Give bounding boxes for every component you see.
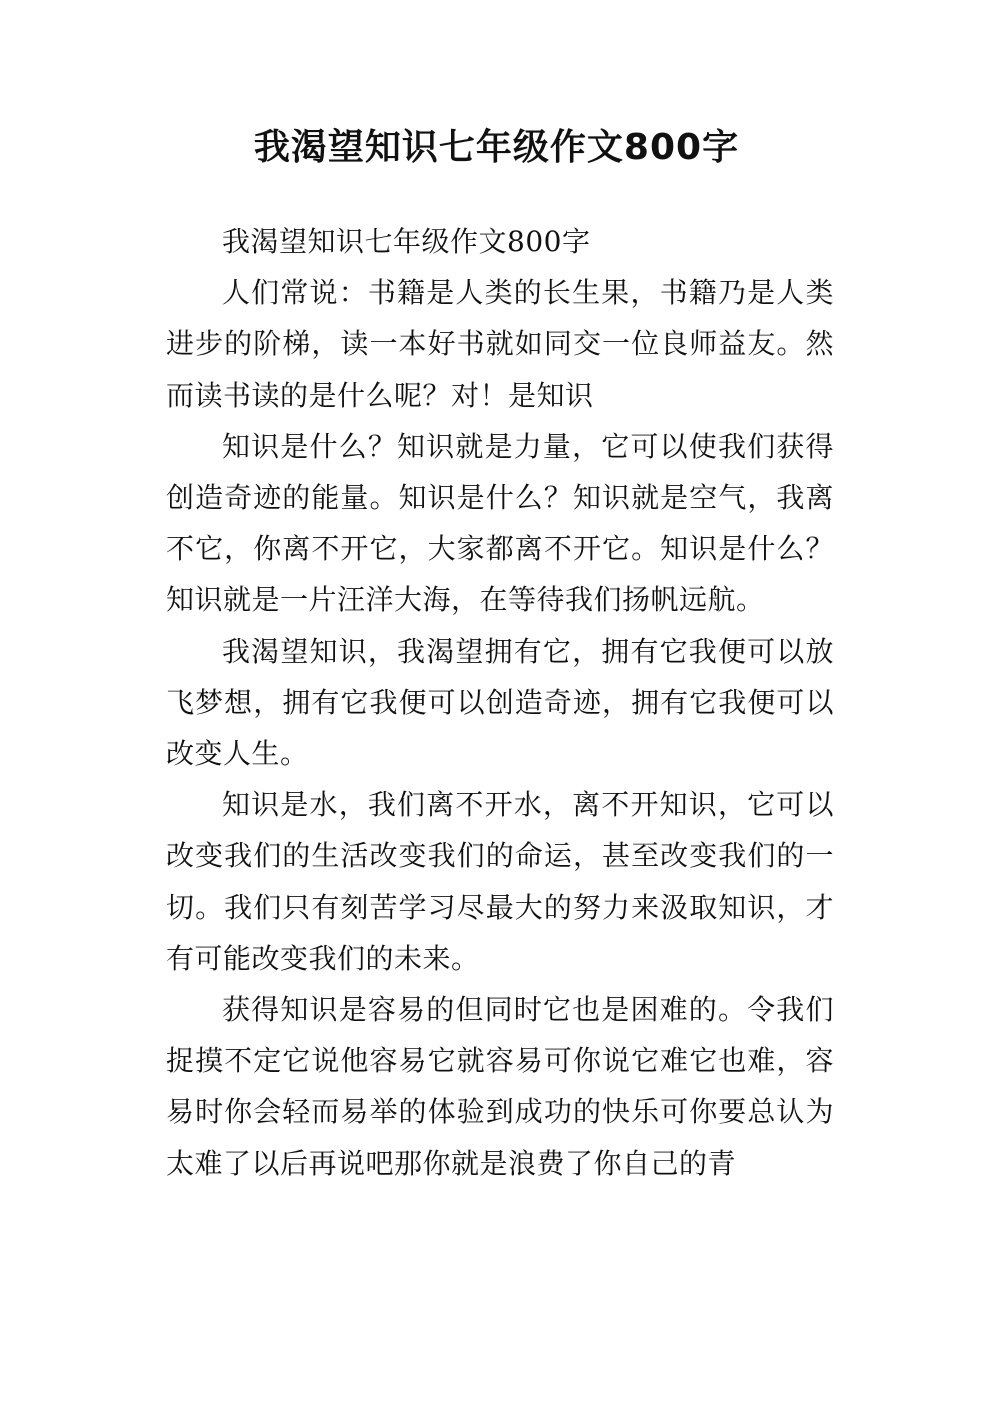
document-body <box>166 216 834 1189</box>
paragraph: 知识是什么？知识就是力量，它可以使我们获得创造奇迹的能量。知识是什么？知识就是空气，我离不它，你离不开它，大家都离不开它。知识是什么？知识就是一片汪洋大海，在等待我们扬帆远航。 <box>166 429 834 617</box>
paragraph: 知识是水，我们离不开水，离不开知识，它可以改变我们的生活改变我们的命运，甚至改变我们的一切。我们只有刻苦学习尽最大的努力来汲取知识，才有可能改变我们的未来。 <box>166 788 834 975</box>
paragraph: 人们常说：书籍是人类的长生果，书籍乃是人类进步的阶梯，读一本好书就如同交一位良师益友。然而读书读的是什么呢？对！是知识 <box>166 276 834 412</box>
document-title: 我渴望知识七年级作文800字 <box>253 127 740 168</box>
paragraph: 获得知识是容易的但同时它也是困难的。令我们捉摸不定它说他容易它就容易可你说它难它也难，容易时你会轻而易举的体验到成功的快乐可你要总认为太难了以后再说吧那你就是浪费了你自己的青 <box>166 993 834 1180</box>
paragraph-subtitle: 我渴望知识七年级作文800字 <box>222 225 591 258</box>
paragraph: 我渴望知识，我渴望拥有它，拥有它我便可以放飞梦想，拥有它我便可以创造奇迹，拥有它我便可以改变人生。 <box>166 634 834 771</box>
